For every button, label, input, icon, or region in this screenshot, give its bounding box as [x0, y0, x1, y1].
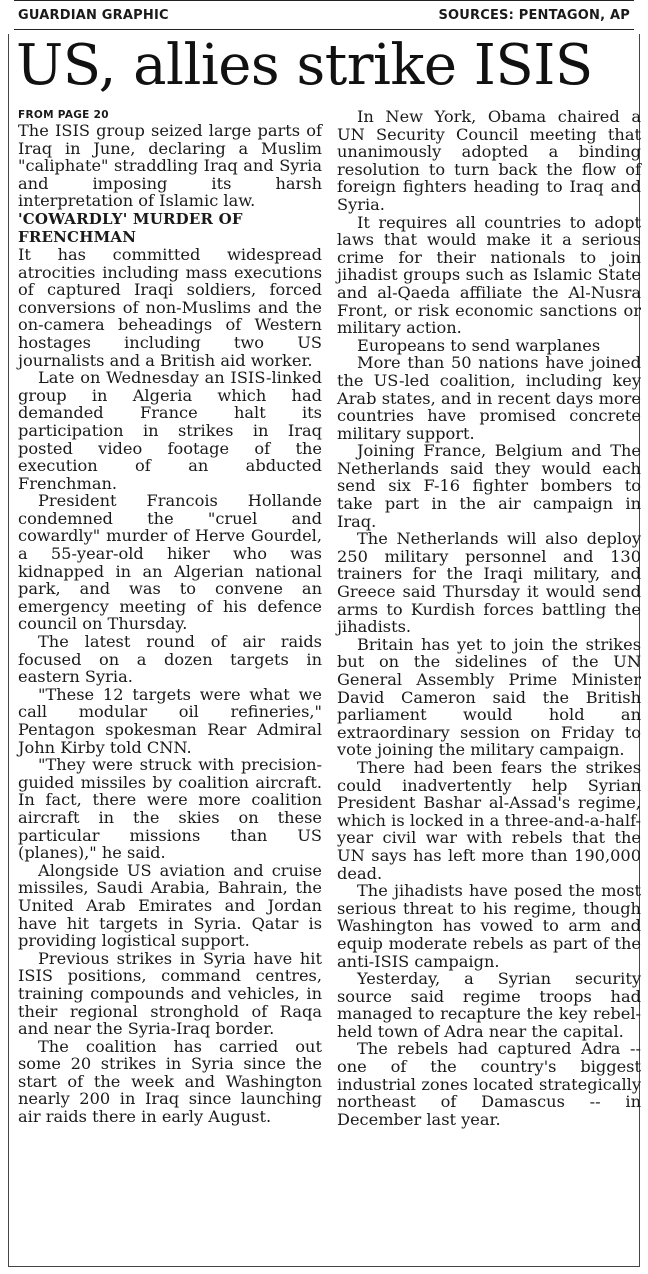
frame-left-rule [8, 34, 9, 1266]
sources-credit: SOURCES: PENTAGON, AP [438, 7, 630, 23]
paragraph: "They were struck with precision-guided missiles by coalition aircraft. In fact, there were more coalition aircraft in the skies on these particular missions than US (planes)," he said. [18, 755, 322, 863]
graphic-credit: GUARDIAN GRAPHIC [18, 7, 169, 23]
article-column-right [337, 108, 641, 1128]
paragraph: Joining France, Belgium and The Netherlands said they would each send six F-16 fighter bombers to take part in the air campaign in Iraq. [337, 441, 641, 531]
paragraph: The Netherlands will also deploy 250 military personnel and 130 trainers for the Iraqi military, and Greece said Thursday it would send arms to Kurdish forces battling the jihadists. [337, 529, 641, 637]
paragraph: Britain has yet to join the strikes but on the sidelines of the UN General Assembly Prime Minister David Cameron said the British parliament would hold an extraordinary session on Friday to vote joining the military campaign. [337, 634, 641, 760]
paragraph: "These 12 targets were what we call modular oil refineries," Pentagon spokesman Rear Admiral John Kirby told CNN. [18, 684, 322, 757]
article-column-left [18, 108, 322, 1126]
paragraph: It requires all countries to adopt laws that would make it a serious crime for their nationals to join jihadist groups such as Islamic State and al-Qaeda affiliate the Al-Nusra Front, or risk economic sanctions or military action. [337, 212, 641, 338]
paragraph: The latest round of air raids focused on a dozen targets in eastern Syria. [18, 632, 322, 687]
paragraph: The rebels had captured Adra -- one of the country's biggest industrial zones located strategically northeast of Damascus -- in December last year. [337, 1039, 641, 1129]
headline: US, allies strike ISIS [16, 33, 593, 98]
paragraph: Alongside US aviation and cruise missiles, Saudi Arabia, Bahrain, the United Arab Emirates and Jordan have hit targets in Syria. Qatar is providing logistical support. [18, 860, 322, 951]
jump-line: FROM PAGE 20 [18, 109, 109, 121]
paragraph: The ISIS group seized large parts of Iraq in June, declaring a Muslim "caliphate" straddling Iraq and Syria and imposing its harsh interpretation of Islamic law. [18, 121, 322, 211]
inline-subheading: Europeans to send warplanes [357, 335, 601, 355]
graphic-credit-bar [14, 0, 634, 30]
paragraph: Previous strikes in Syria have hit ISIS positions, command centres, training compounds and vehicles, in their regional stronghold of Raqa and near the Syria-Iraq border. [18, 948, 322, 1039]
paragraph: It has committed widespread atrocities including mass executions of captured Iraqi soldiers, forced conversions of non-Muslims and the on-camera beheadings of Western hostages including two US journalists and a British aid worker. [18, 244, 322, 370]
paragraph: Late on Wednesday an ISIS-linked group in Algeria which had demanded France halt its participation in strikes in Iraq posted video footage of the execution of an abducted Frenchman. [18, 368, 322, 493]
paragraph: There had been fears the strikes could inadvertently help Syrian President Bashar al-Assad's regime, which is locked in a three-and-a-half-year civil war with rebels that the UN says has left more than 190,000 dead. [337, 757, 641, 883]
paragraph: Yesterday, a Syrian security source said regime troops had managed to recapture the key rebel-held town of Adra near the capital. [337, 969, 641, 1041]
subheading: 'COWARDLY' MURDER OF FRENCHMAN [18, 209, 243, 246]
paragraph: More than 50 nations have joined the US-led coalition, including key Arab states, and in recent days more countries have promised concrete military support. [337, 353, 641, 443]
paragraph: In New York, Obama chaired a UN Security Council meeting that unanimously adopted a binding resolution to turn back the flow of foreign fighters heading to Iraq and Syria. [337, 107, 641, 214]
frame-bottom-rule [8, 1266, 640, 1267]
paragraph: The coalition has carried out some 20 strikes in Syria since the start of the week and Washington nearly 200 in Iraq since launching air raids there in early August. [18, 1036, 322, 1127]
paragraph: The jihadists have posed the most serious threat to his regime, though Washington has vowed to arm and equip moderate rebels as part of the anti-ISIS campaign. [337, 881, 641, 971]
paragraph: President Francois Hollande condemned the "cruel and cowardly" murder of Herve Gourdel, a 55-year-old hiker who was kidnapped in an Algerian national park, and was to convene an emergency meeting of his defence council on Thursday. [18, 491, 322, 634]
